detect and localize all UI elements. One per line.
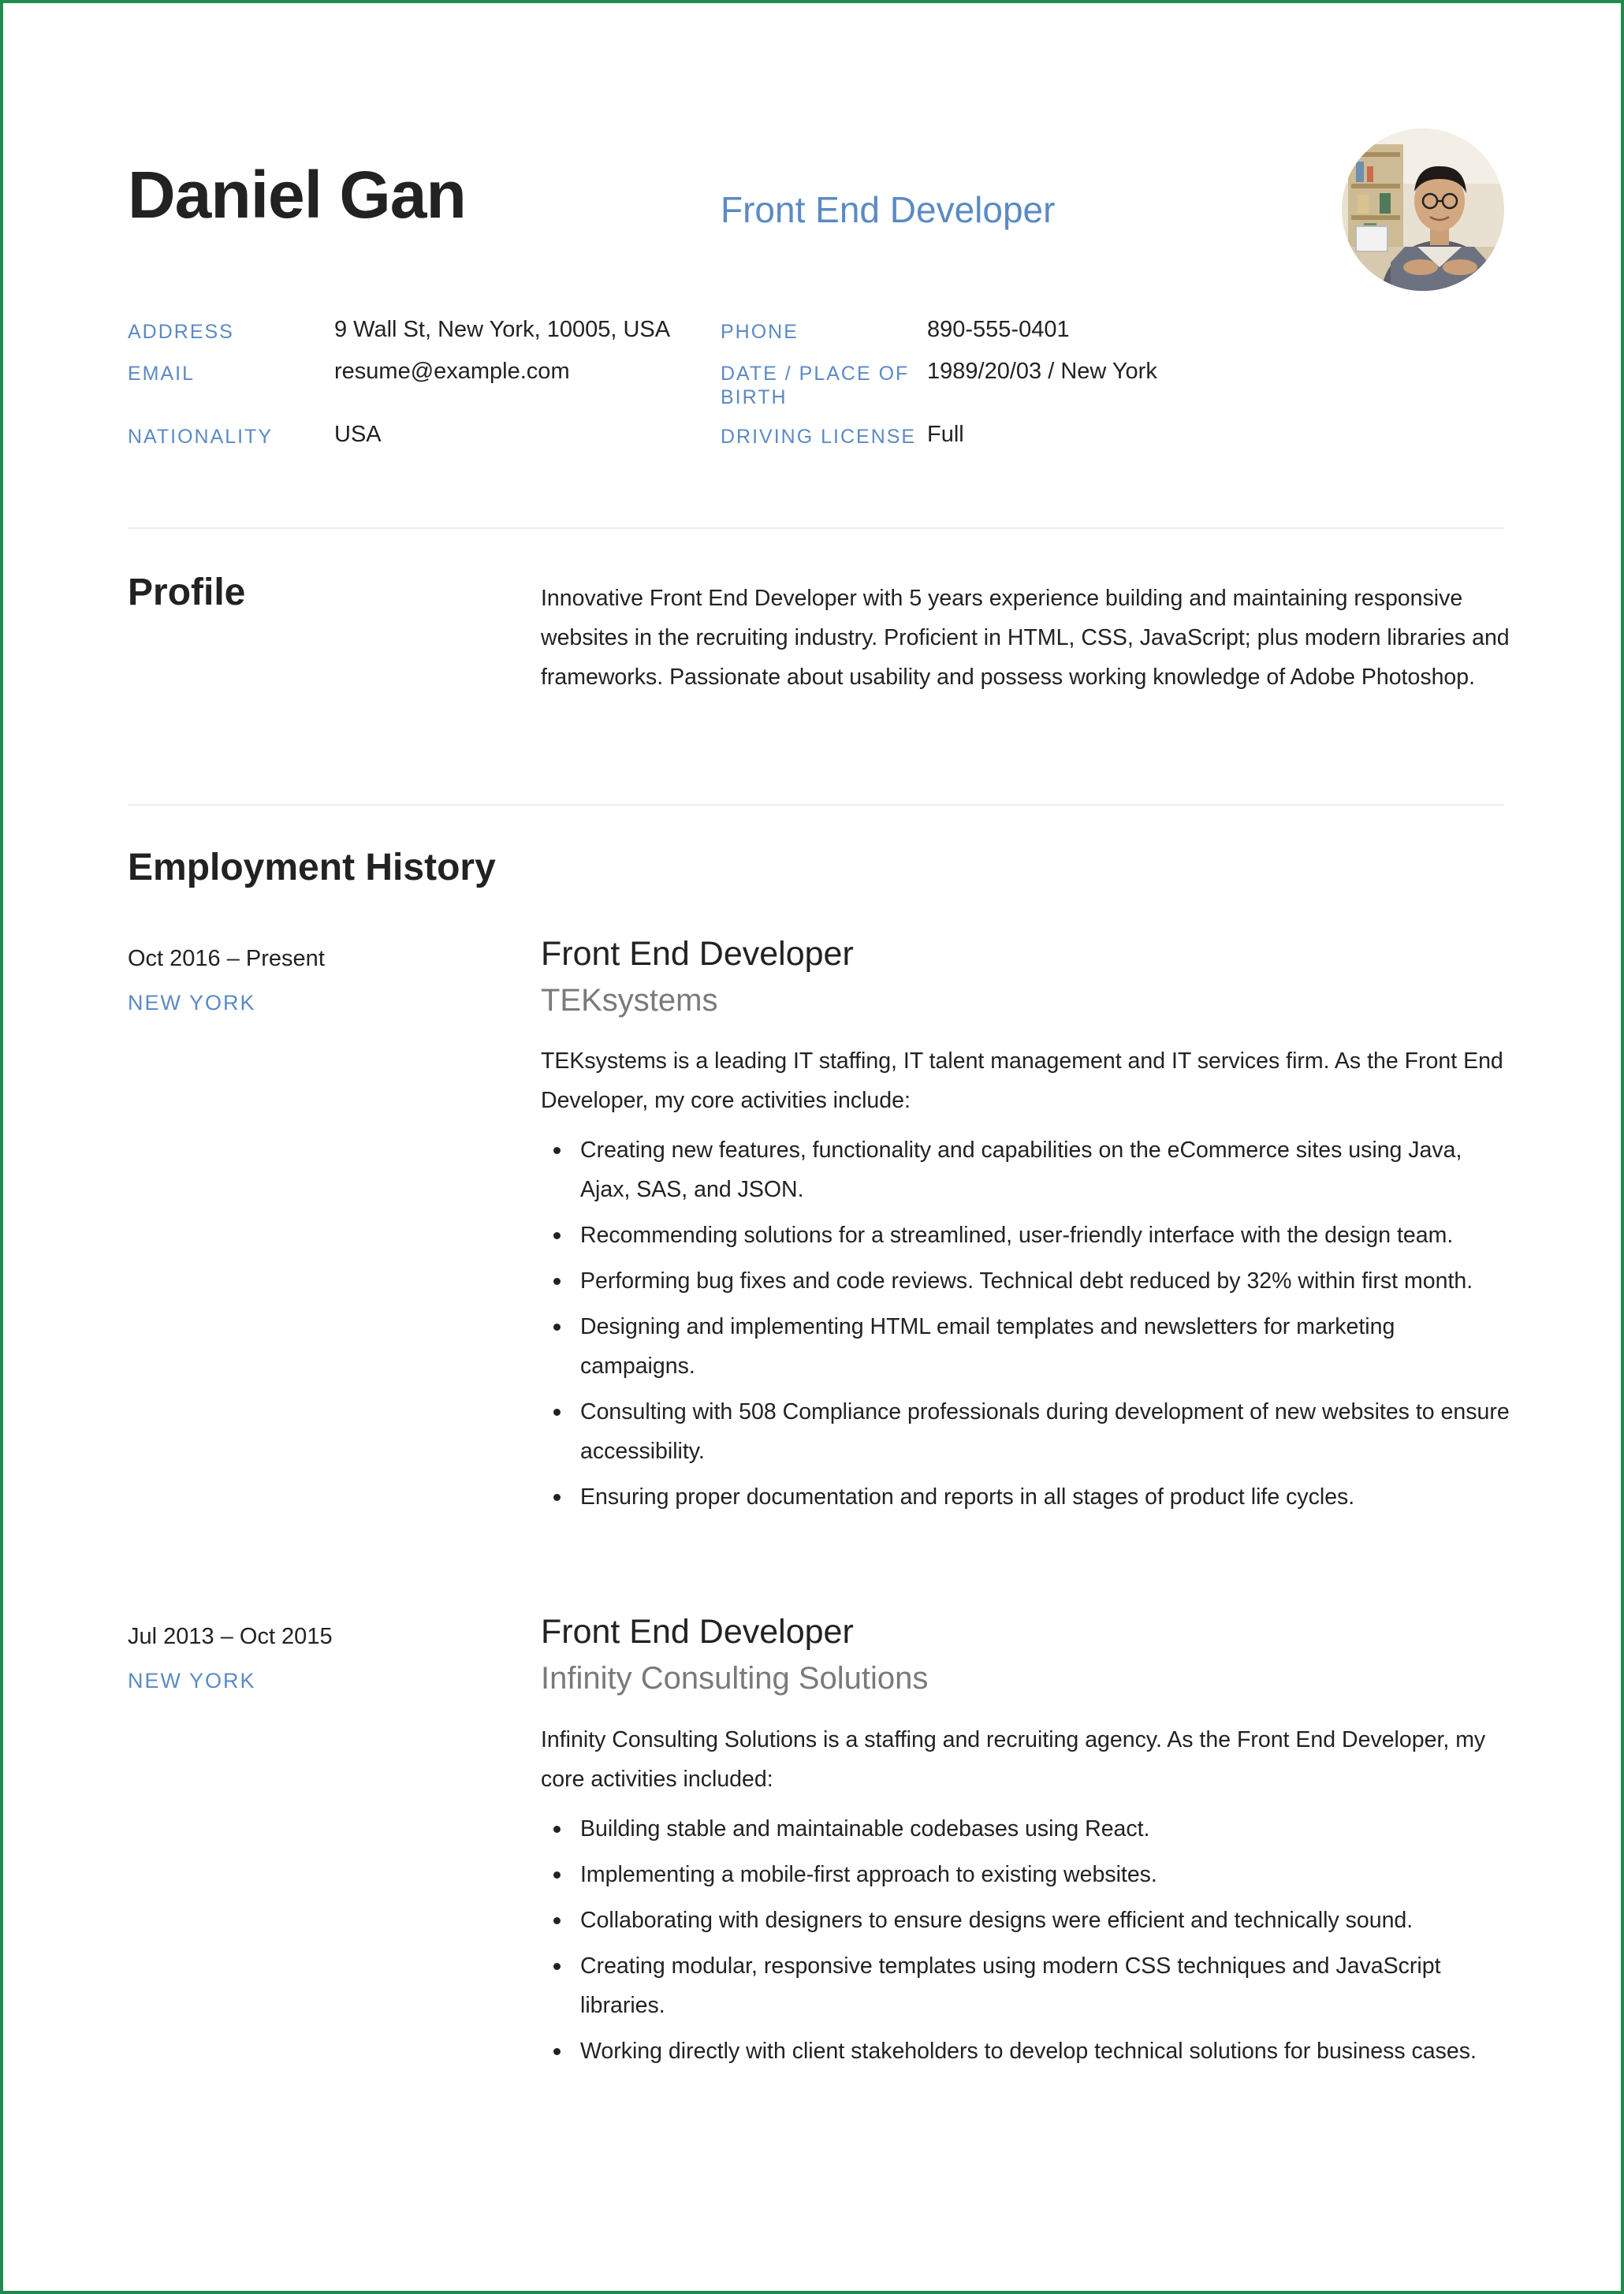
birth-value: 1989/20/03 / New York [927,359,1157,384]
list-item: Working directly with client stakeholders to develop technical solutions for business cases. [541,2031,1510,2071]
job-city: NEW YORK [128,991,256,1015]
profile-heading: Profile [128,572,246,613]
list-item: Creating modular, responsive templates using modern CSS techniques and JavaScript libraries. [541,1946,1510,2025]
list-item: Designing and implementing HTML email templates and newsletters for marketing campaigns. [541,1307,1510,1386]
job-bullet-list [541,1130,1510,1523]
job-bullet-list [541,1809,1510,2077]
job-city: NEW YORK [128,1669,256,1693]
nationality-label: NATIONALITY [128,426,274,448]
job-company: TEKsystems [541,983,718,1018]
candidate-name: Daniel Gan [128,158,466,232]
phone-label: PHONE [721,321,799,343]
employment-heading: Employment History [128,847,496,888]
profile-text: Innovative Front End Developer with 5 years experience building and maintaining responsive websites in the recruiting industry. Proficient in HTML, CSS, JavaScript; plus modern libraries and frameworks. Passionate about usability and possess working knowledge of Adobe Photoshop. [541,586,1510,690]
list-item: Collaborating with designers to ensure designs were efficient and technically sound. [541,1901,1510,1940]
job-description: Infinity Consulting Solutions is a staffing and recruiting agency. As the Front End Developer, my core activities included: [541,1727,1486,1792]
job-title: Front End Developer [721,189,1056,230]
job-description: TEKsystems is a leading IT staffing, IT talent management and IT services firm. As the Front End Developer, my core activities include: [541,1048,1503,1113]
email-value: resume@example.com [334,359,570,384]
job-dates: Oct 2016 – Present [128,946,325,971]
birth-label: DATE / PLACE OF BIRTH [721,363,910,408]
list-item: Creating new features, functionality and capabilities on the eCommerce sites using Java, Ajax, SAS, and JSON. [541,1130,1510,1209]
address-label: ADDRESS [128,321,234,343]
divider [128,527,1504,529]
list-item: Performing bug fixes and code reviews. Technical debt reduced by 32% within first month. [541,1261,1510,1301]
profile-photo-image [1342,128,1504,291]
profile-photo [1342,128,1504,291]
list-item: Consulting with 508 Compliance professionals during development of new websites to ensure accessibility. [541,1392,1510,1471]
divider [128,804,1504,806]
job-dates: Jul 2013 – Oct 2015 [128,1624,333,1649]
nationality-value: USA [334,422,382,447]
phone-value: 890-555-0401 [927,317,1070,342]
job-role: Front End Developer [541,1613,854,1651]
list-item: Recommending solutions for a streamlined, user-friendly interface with the design team. [541,1216,1510,1255]
list-item: Implementing a mobile-first approach to existing websites. [541,1855,1510,1894]
job-company: Infinity Consulting Solutions [541,1661,929,1696]
job-role: Front End Developer [541,935,854,973]
email-label: EMAIL [128,363,196,385]
list-item: Building stable and maintainable codebases using React. [541,1809,1510,1849]
address-value: 9 Wall St, New York, 10005, USA [334,317,671,342]
driving-license-value: Full [927,422,964,447]
list-item: Ensuring proper documentation and reports in all stages of product life cycles. [541,1477,1510,1517]
driving-license-label: DRIVING LICENSE [721,426,917,448]
